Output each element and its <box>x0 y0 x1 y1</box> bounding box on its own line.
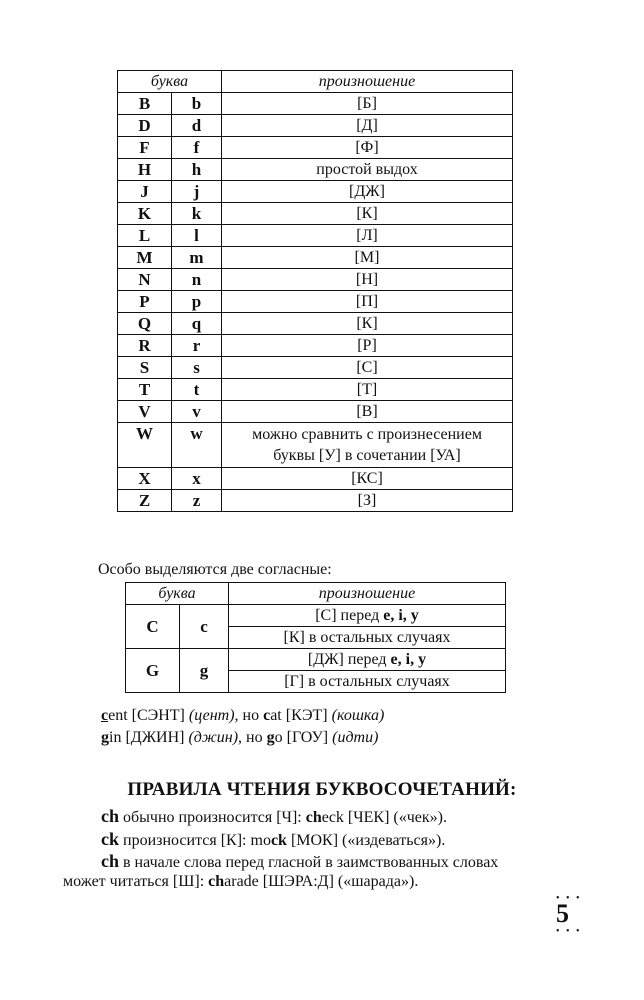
letter-lower: r <box>172 335 222 357</box>
page-number: 5 <box>556 899 569 928</box>
letter-lower: q <box>172 313 222 335</box>
rule-ch-1: ch обычно произносится [Ч]: check [ЧЕК] («чек»). <box>101 806 447 826</box>
letter-lower: j <box>172 181 222 203</box>
letter-upper: V <box>118 401 172 423</box>
section-heading: ПРАВИЛА ЧТЕНИЯ БУКВОСОЧЕТАНИЙ: <box>127 779 517 800</box>
letter-upper: P <box>118 291 172 313</box>
letter-upper: H <box>118 159 172 181</box>
letter-upper: B <box>118 93 172 115</box>
pronunciation-cell: [З] <box>222 490 513 512</box>
table-header-row <box>118 71 513 93</box>
table-row <box>118 423 513 468</box>
pronunciation-cell: [К] <box>222 313 513 335</box>
letter-lower: g <box>180 649 229 693</box>
letter-lower: m <box>172 247 222 269</box>
table-row <box>118 291 513 313</box>
table-row <box>118 93 513 115</box>
pronunciation-cell: [К] <box>222 203 513 225</box>
table-row <box>118 269 513 291</box>
table-row <box>118 490 513 512</box>
letter-lower: b <box>172 93 222 115</box>
letter-upper: M <box>118 247 172 269</box>
pronunciation-cell <box>222 423 513 468</box>
letter-lower: k <box>172 203 222 225</box>
pronunciation-cell: [П] <box>222 291 513 313</box>
pronunciation-cell: простой выдох <box>222 159 513 181</box>
pronunciation-cell: [М] <box>222 247 513 269</box>
letter-upper: L <box>118 225 172 247</box>
table-row <box>118 181 513 203</box>
pronunciation-cell: [ДЖ] перед e, i, y <box>229 649 506 671</box>
table-row <box>118 137 513 159</box>
example-line-g: gin [ДЖИН] (джин), но go [ГОУ] (идти) <box>101 729 379 746</box>
letter-upper: F <box>118 137 172 159</box>
letter-lower: h <box>172 159 222 181</box>
table-row <box>118 247 513 269</box>
header-letter: буква <box>118 71 222 93</box>
table-row <box>118 203 513 225</box>
letter-upper: N <box>118 269 172 291</box>
letter-lower: c <box>180 605 229 649</box>
table-row <box>118 401 513 423</box>
letter-upper: C <box>126 605 180 649</box>
letter-upper: D <box>118 115 172 137</box>
pronunciation-cell: [Л] <box>222 225 513 247</box>
letter-upper: G <box>126 649 180 693</box>
letter-upper: T <box>118 379 172 401</box>
letter-upper: K <box>118 203 172 225</box>
table-row <box>118 335 513 357</box>
table-row <box>118 357 513 379</box>
pronunciation-line: можно сравнить с произнесением <box>252 426 482 443</box>
table-row <box>118 159 513 181</box>
example-line-c: cent [СЭНТ] (цент), но cat [КЭТ] (кошка) <box>101 707 385 724</box>
letter-lower: z <box>172 490 222 512</box>
letter-lower: w <box>172 423 222 468</box>
pronunciation-cell: [К] в остальных случаях <box>229 627 506 649</box>
letter-lower: s <box>172 357 222 379</box>
pronunciation-cell: [Г] в остальных случаях <box>229 671 506 693</box>
letter-upper: X <box>118 468 172 490</box>
table-row <box>118 115 513 137</box>
table-row <box>118 225 513 247</box>
table-row <box>118 379 513 401</box>
special-consonants-table <box>125 582 506 693</box>
letter-upper: W <box>118 423 172 468</box>
rule-ck: ck произносится [К]: mock [МОК] («издеваться»). <box>101 829 446 849</box>
letter-upper: J <box>118 181 172 203</box>
letter-upper: Z <box>118 490 172 512</box>
letter-lower: t <box>172 379 222 401</box>
pronunciation-cell: [Б] <box>222 93 513 115</box>
header-pronunciation: произношение <box>222 71 513 93</box>
intro-text: Особо выделяются две согласные: <box>98 561 332 578</box>
pronunciation-cell: [ДЖ] <box>222 181 513 203</box>
letter-lower: l <box>172 225 222 247</box>
header-letter: буква <box>126 583 229 605</box>
letter-lower: x <box>172 468 222 490</box>
letter-upper: S <box>118 357 172 379</box>
letter-lower: n <box>172 269 222 291</box>
table-row <box>118 313 513 335</box>
pronunciation-cell: [С] <box>222 357 513 379</box>
pronunciation-cell: [Т] <box>222 379 513 401</box>
letter-lower: v <box>172 401 222 423</box>
letter-upper: Q <box>118 313 172 335</box>
page-dots-top: • • • <box>556 893 582 904</box>
pronunciation-cell: [Д] <box>222 115 513 137</box>
pronunciation-cell: [Ф] <box>222 137 513 159</box>
table-header-row <box>126 583 506 605</box>
rule-ch-2: ch в начале слова перед гласной в заимствованных словах <box>101 851 499 871</box>
rule-ch-2-continuation: может читаться [Ш]: charade [ШЭРА:Д] («шарада»). <box>63 873 419 890</box>
pronunciation-cell: [Р] <box>222 335 513 357</box>
table-row <box>126 649 506 671</box>
header-pronunciation: произношение <box>229 583 506 605</box>
letter-lower: d <box>172 115 222 137</box>
pronunciation-cell: [В] <box>222 401 513 423</box>
pronunciation-cell: [КС] <box>222 468 513 490</box>
alphabet-table <box>117 70 513 512</box>
pronunciation-cell: [С] перед e, i, y <box>229 605 506 627</box>
letter-lower: f <box>172 137 222 159</box>
page-dots-bottom: • • • <box>556 926 582 937</box>
pronunciation-line: буквы [У] в сочетании [УА] <box>273 447 461 464</box>
table-row <box>126 605 506 627</box>
table-row <box>118 468 513 490</box>
letter-upper: R <box>118 335 172 357</box>
letter-lower: p <box>172 291 222 313</box>
pronunciation-cell: [Н] <box>222 269 513 291</box>
